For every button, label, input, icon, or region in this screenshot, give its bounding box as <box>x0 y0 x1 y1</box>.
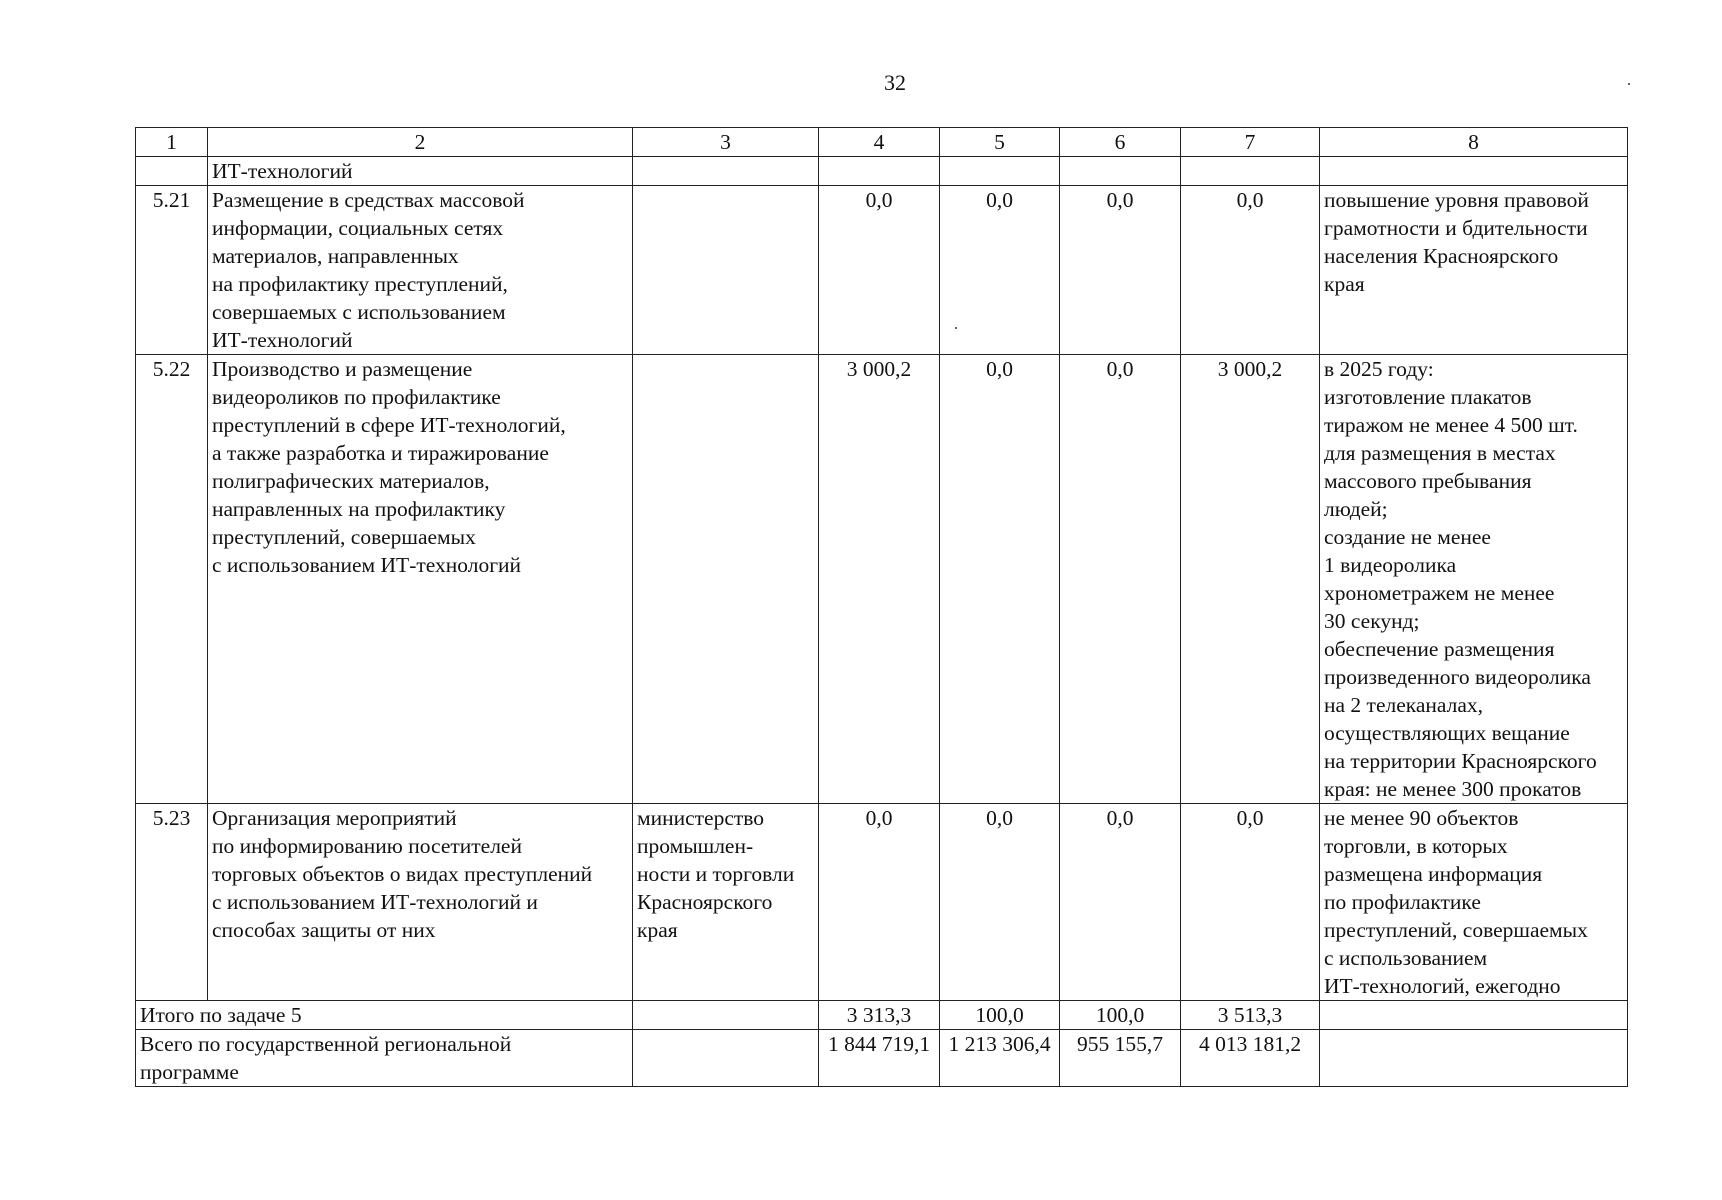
executor-cell <box>633 157 819 186</box>
row-number: 5.21 <box>136 186 208 355</box>
header-cell-1: 1 <box>136 128 208 157</box>
value-col-4: 0,0 <box>819 804 940 1001</box>
measure-name: Размещение в средствах массовой информации, социальных сетях материалов, направленных на профилактику преступлений, совершаемых с использованием ИТ-технологий <box>208 186 633 355</box>
total-task-label: Итого по задаче 5 <box>136 1001 633 1030</box>
header-cell-4: 4 <box>819 128 940 157</box>
result-cell <box>1320 1001 1628 1030</box>
result-cell <box>1320 157 1628 186</box>
table-row-5-22 <box>136 355 1628 804</box>
value-col-5: 0,0 <box>940 355 1060 804</box>
value-col-7: 3 000,2 <box>1181 355 1320 804</box>
scan-speck <box>1628 83 1630 85</box>
executor-cell <box>633 1001 819 1030</box>
page-number: 32 <box>884 70 906 95</box>
expected-result: в 2025 году: изготовление плакатов тиражом не менее 4 500 шт. для размещения в местах массового пребывания людей; создание не менее 1 видеоролика хронометражем не менее 30 секунд; обеспечение размещения произведенного видеоролика на 2 телеканалах, осуществляющих вещание на территории Красноярского края: не менее 300 прокатов <box>1320 355 1628 804</box>
total-col-4: 3 313,3 <box>819 1001 940 1030</box>
executor-cell: министерство промышлен- ности и торговли Красноярского края <box>633 804 819 1001</box>
expected-result: не менее 90 объектов торговли, в которых размещена информация по профилактике преступлений, совершаемых с использованием ИТ-технологий, ежегодно <box>1320 804 1628 1001</box>
header-cell-3: 3 <box>633 128 819 157</box>
table-row-5-23 <box>136 804 1628 1001</box>
value-cell <box>1181 157 1320 186</box>
header-cell-5: 5 <box>940 128 1060 157</box>
measure-name: Организация мероприятий по информированию посетителей торговых объектов о видах преступлений с использованием ИТ-технологий и способах защиты от них <box>208 804 633 1001</box>
grand-total-col-4: 1 844 719,1 <box>819 1030 940 1087</box>
total-col-7: 3 513,3 <box>1181 1001 1320 1030</box>
row-number: 5.22 <box>136 355 208 804</box>
header-cell-6: 6 <box>1060 128 1181 157</box>
total-col-5: 100,0 <box>940 1001 1060 1030</box>
value-col-7: 0,0 <box>1181 186 1320 355</box>
total-program-label: Всего по государственной региональной программе <box>136 1030 633 1087</box>
value-cell <box>819 157 940 186</box>
header-cell-7: 7 <box>1181 128 1320 157</box>
grand-total-col-7: 4 013 181,2 <box>1181 1030 1320 1087</box>
value-col-6: 0,0 <box>1060 804 1181 1001</box>
measure-name: Производство и размещение видеороликов по профилактике преступлений в сфере ИТ-технологий, а также разработка и тиражирование полиграфических материалов, направленных на профилактику преступлений, совершаемых с использованием ИТ-технологий <box>208 355 633 804</box>
value-col-6: 0,0 <box>1060 186 1181 355</box>
header-cell-8: 8 <box>1320 128 1628 157</box>
continuation-row <box>136 157 1628 186</box>
total-task-row <box>136 1001 1628 1030</box>
value-col-6: 0,0 <box>1060 355 1181 804</box>
value-cell <box>1060 157 1181 186</box>
expected-result: повышение уровня правовой грамотности и бдительности населения Красноярского края <box>1320 186 1628 355</box>
num-cell <box>136 157 208 186</box>
total-program-row <box>136 1030 1628 1087</box>
value-col-5: 0,0 <box>940 804 1060 1001</box>
table-row-5-21 <box>136 186 1628 355</box>
value-col-7: 0,0 <box>1181 804 1320 1001</box>
value-cell <box>940 157 1060 186</box>
result-cell <box>1320 1030 1628 1087</box>
grand-total-col-5: 1 213 306,4 <box>940 1030 1060 1087</box>
value-col-5: 0,0 <box>940 186 1060 355</box>
row-number: 5.23 <box>136 804 208 1001</box>
total-col-6: 100,0 <box>1060 1001 1181 1030</box>
header-cell-2: 2 <box>208 128 633 157</box>
executor-cell <box>633 355 819 804</box>
value-col-4: 3 000,2 <box>819 355 940 804</box>
value-col-4: 0,0 <box>819 186 940 355</box>
executor-cell <box>633 1030 819 1087</box>
financing-table <box>135 127 1628 1087</box>
name-cell: ИТ-технологий <box>208 157 633 186</box>
executor-cell <box>633 186 819 355</box>
header-row <box>136 128 1628 157</box>
grand-total-col-6: 955 155,7 <box>1060 1030 1181 1087</box>
